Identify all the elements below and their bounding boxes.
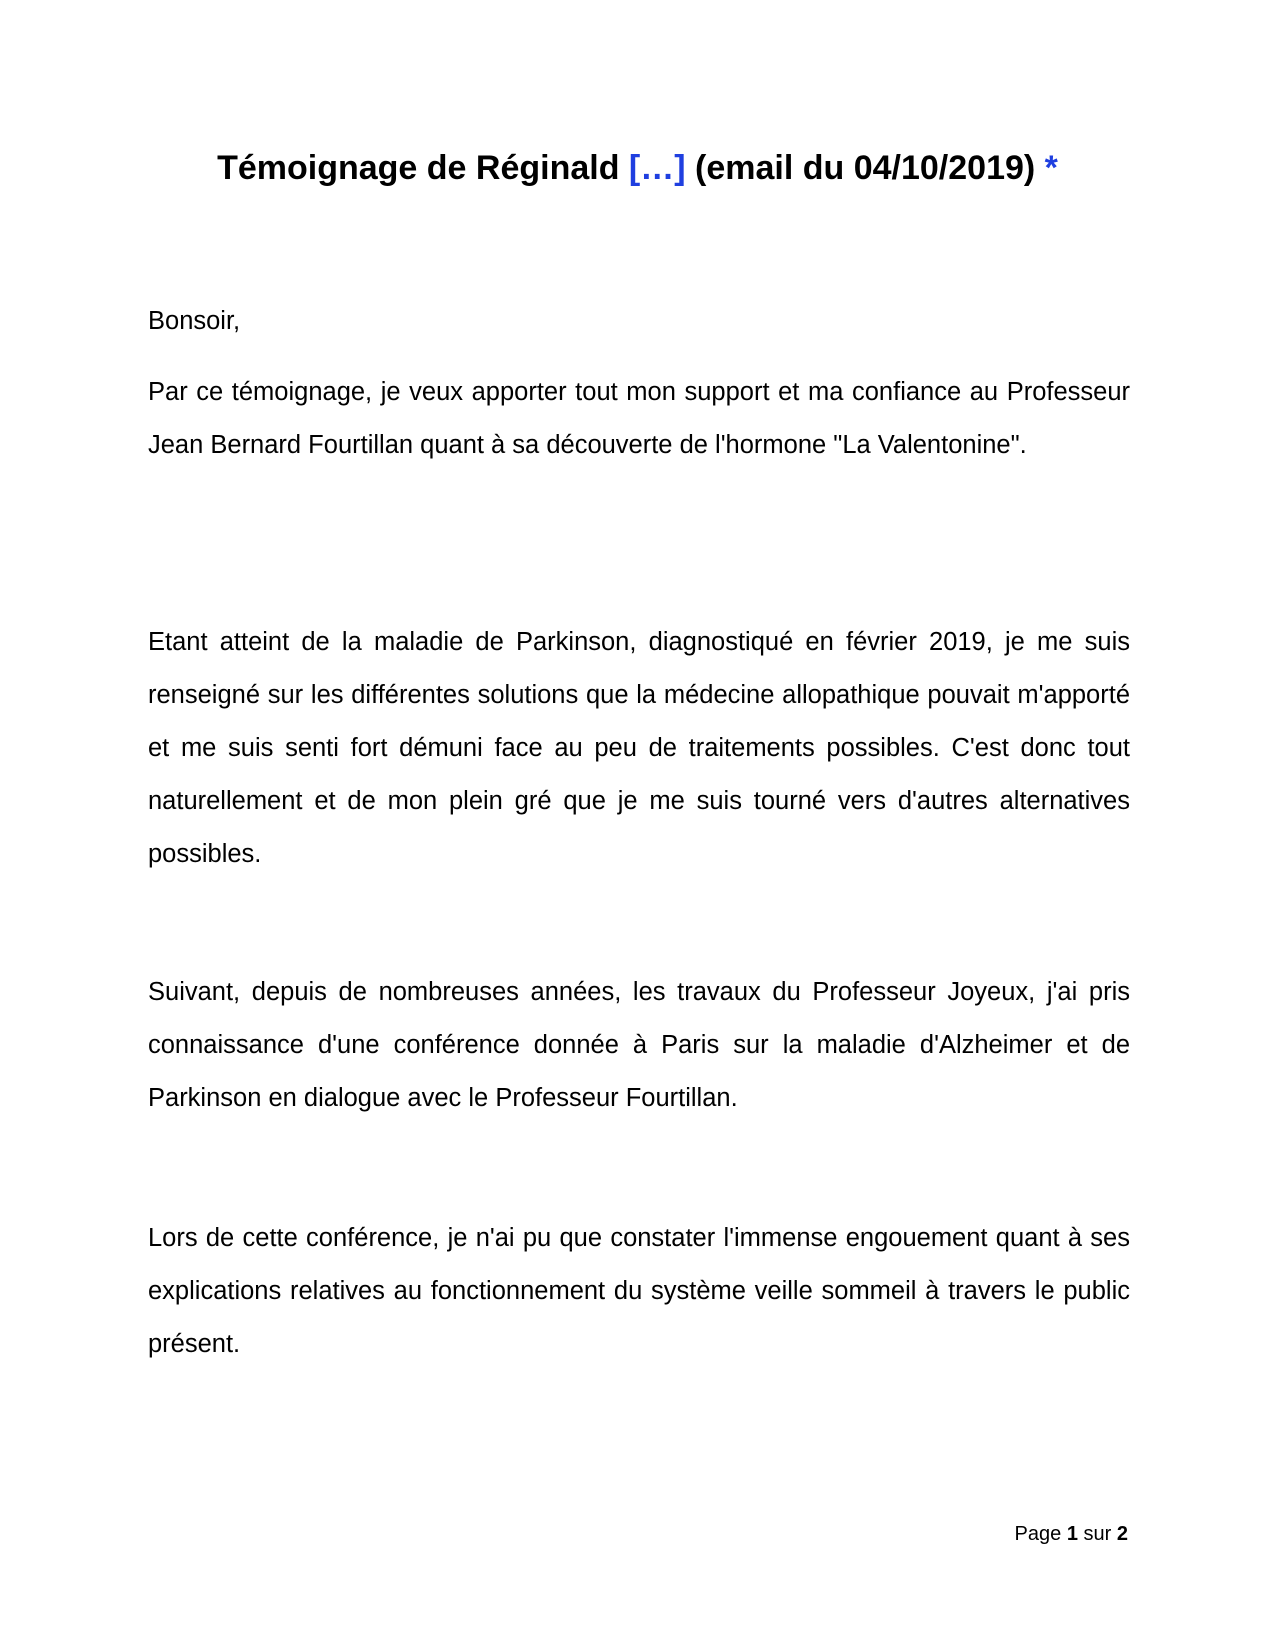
paragraph-diagnosis: Etant atteint de la maladie de Parkinson, diagnostiqué en février 2019, je me suis renseigné sur les différentes solutions que la médecine allopathique pouvait m'apporté et me suis senti fort démuni face au peu de traitements possibles. C'est donc tout naturellement et de mon plein gré que je me suis tourné vers d'autres alternatives possibles. — [148, 628, 1130, 868]
page-title — [0, 144, 1275, 192]
greeting: Bonsoir, — [148, 307, 241, 335]
title-prefix: Témoignage de Réginald — [217, 149, 620, 187]
paragraph-conference-discovery: Suivant, depuis de nombreuses années, les travaux du Professeur Joyeux, j'ai pris connaissance d'une conférence donnée à Paris sur la maladie d'Alzheimer et de Parkinson en dialogue avec le Professeur Fourtillan. — [148, 978, 1130, 1112]
footer-page-word: Page — [1014, 1523, 1062, 1545]
paragraph-conference-impression: Lors de cette conférence, je n'ai pu que constater l'immense engouement quant à ses explications relatives au fonctionnement du système veille sommeil à travers le public présent. — [148, 1224, 1130, 1358]
page-number-footer — [1015, 1520, 1128, 1548]
title-asterisk: * — [1044, 149, 1058, 187]
footer-total-pages: 2 — [1116, 1523, 1128, 1545]
paragraph-support: Par ce témoignage, je veux apporter tout mon support et ma confiance au Professeur Jean Bernard Fourtillan quant à sa découverte de l'hormone "La Valentonine". — [148, 378, 1130, 459]
title-redaction-marker: […] — [628, 149, 686, 187]
title-email-date: (email du 04/10/2019) — [695, 149, 1036, 187]
footer-separator: sur — [1083, 1523, 1112, 1545]
footer-current-page: 1 — [1066, 1523, 1078, 1545]
